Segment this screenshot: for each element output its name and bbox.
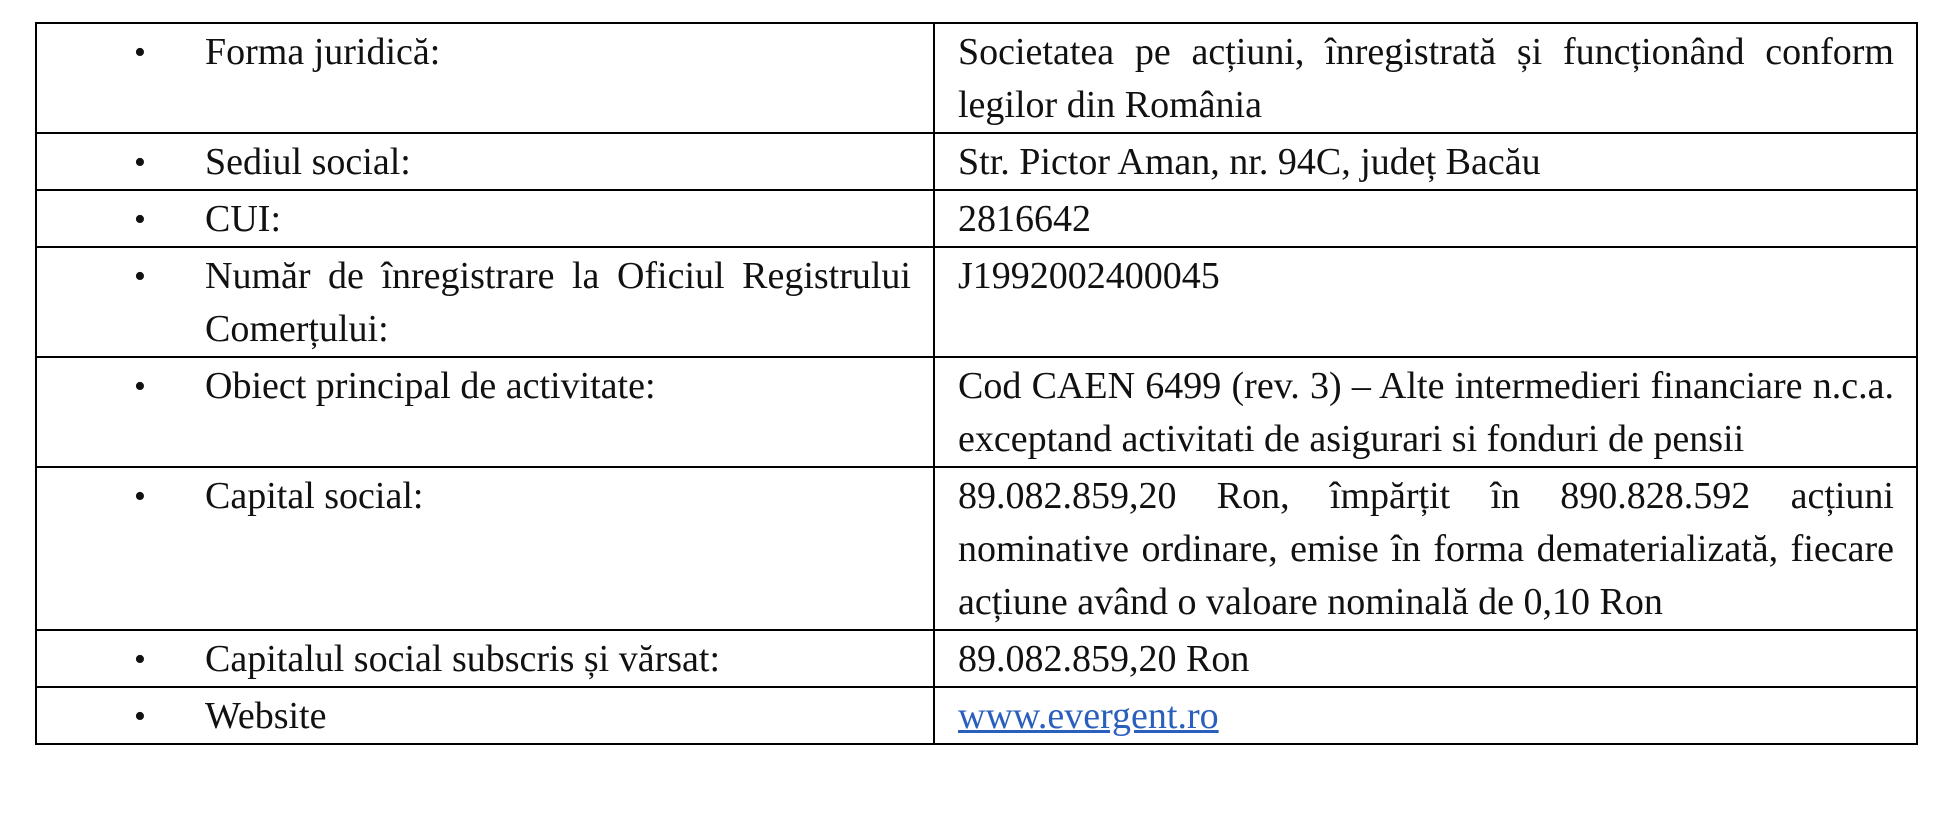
website-link[interactable]: www.evergent.ro — [958, 695, 1219, 737]
bullet-icon: • — [134, 698, 146, 735]
table-row-registration-number — [36, 247, 1917, 357]
table-row-sediul-social — [36, 133, 1917, 190]
label-cell — [36, 247, 934, 357]
bullet-icon: • — [134, 201, 146, 238]
table-row-cui — [36, 190, 1917, 247]
value-cell — [934, 190, 1917, 247]
row-label: Forma juridică: — [205, 31, 441, 73]
row-label: Număr de înregistrare la Oficiul Registrului Comerțului: — [205, 255, 911, 350]
bullet-icon: • — [134, 368, 146, 405]
label-cell — [36, 687, 934, 744]
bullet-icon: • — [134, 641, 146, 678]
label-cell — [36, 467, 934, 630]
label-cell — [36, 630, 934, 687]
row-label: Obiect principal de activitate: — [205, 365, 656, 407]
value-cell — [934, 687, 1917, 744]
bullet-icon: • — [134, 144, 146, 181]
table-row-website — [36, 687, 1917, 744]
value-cell — [934, 23, 1917, 133]
company-info-table — [35, 22, 1918, 745]
table-row-forma-juridica — [36, 23, 1917, 133]
row-label: CUI: — [205, 198, 281, 240]
row-value: Str. Pictor Aman, nr. 94C, județ Bacău — [958, 141, 1541, 183]
label-cell — [36, 190, 934, 247]
table-row-subscribed-capital — [36, 630, 1917, 687]
row-value: 89.082.859,20 Ron — [958, 638, 1250, 680]
row-value: Societatea pe acțiuni, înregistrată și funcționând conform legilor din România — [958, 31, 1894, 126]
label-cell — [36, 133, 934, 190]
row-value: 89.082.859,20 Ron, împărțit în 890.828.592 acțiuni nominative ordinare, emise în forma dematerializată, fiecare acțiune având o valoare nominală de 0,10 Ron — [958, 475, 1894, 623]
row-label: Website — [205, 695, 327, 737]
row-value: 2816642 — [958, 198, 1091, 240]
value-cell — [934, 357, 1917, 467]
value-cell — [934, 630, 1917, 687]
row-label: Sediul social: — [205, 141, 411, 183]
table-row-capital-social — [36, 467, 1917, 630]
value-cell — [934, 247, 1917, 357]
row-label: Capitalul social subscris și vărsat: — [205, 638, 721, 680]
bullet-icon: • — [134, 478, 146, 515]
label-cell — [36, 23, 934, 133]
row-value: J1992002400045 — [958, 255, 1220, 297]
bullet-icon: • — [134, 258, 146, 295]
row-value: Cod CAEN 6499 (rev. 3) – Alte intermedieri financiare n.c.a. exceptand activitati de asigurari si fonduri de pensii — [958, 365, 1894, 460]
value-cell — [934, 467, 1917, 630]
label-cell — [36, 357, 934, 467]
table-row-main-activity — [36, 357, 1917, 467]
bullet-icon: • — [134, 34, 146, 71]
value-cell — [934, 133, 1917, 190]
row-label: Capital social: — [205, 475, 424, 517]
